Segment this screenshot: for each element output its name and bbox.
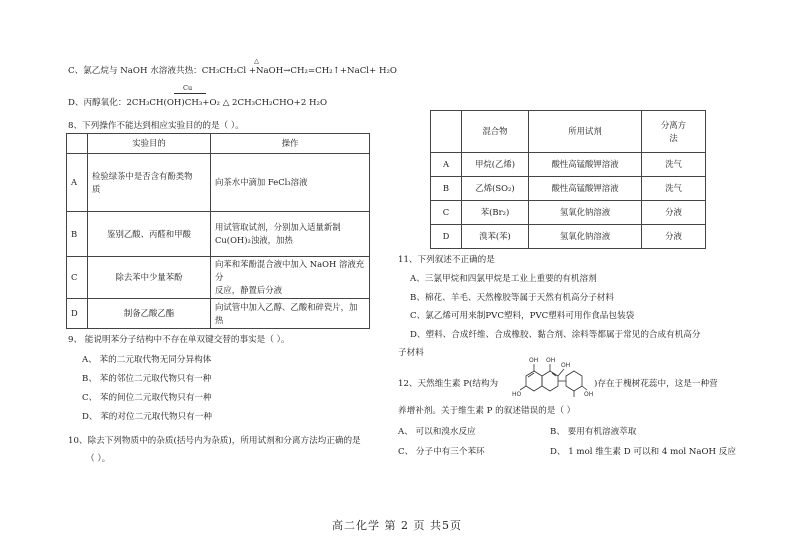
table-row: D 制备乙酸乙酯 向试管中加入乙醇、乙酸和碎瓷片，加热 xyxy=(67,299,370,329)
table-row: A 检验绿茶中是否含有酚类物 质 向茶水中滴加 FeCl₃溶液 xyxy=(67,154,370,212)
q10-header-mixture: 混合物 xyxy=(462,111,529,153)
question-11: 11、下列叙述不正确的是 xyxy=(398,255,495,265)
q11-option-c: C、氯乙烯可用来制PVC塑料，PVC塑料可用作食品包装袋 xyxy=(410,311,635,321)
option-d-catalyst: Cu xyxy=(183,84,193,92)
q10-header-method: 分离方 法 xyxy=(642,111,706,153)
q10-header-reagent: 所用试剂 xyxy=(529,111,642,153)
q12-option-a: A、 可以和溴水反应 xyxy=(398,427,476,437)
structure-label: OH xyxy=(561,362,571,369)
q12-option-b: B、 要用有机溶液萃取 xyxy=(550,427,637,437)
q12-option-c: C、 分子中有三个苯环 xyxy=(398,447,485,457)
table-row: C 除去苯中少量苯酚 向苯和苯酚混合液中加入 NaOH 溶液充分 反应，静置后分液 xyxy=(67,257,370,299)
question-8: 8、下列操作不能达到相应实验目的的是（ ）。 xyxy=(68,121,244,131)
reaction-arrow xyxy=(174,93,206,94)
table-row: B 乙烯(SO₂) 酸性高锰酸钾溶液 洗气 xyxy=(431,177,706,201)
table-row: D 溴苯(苯) 氢氧化钠溶液 分液 xyxy=(431,225,706,249)
option-d-equation: D、丙醇氧化：2CH₃CH(OH)CH₃+O₂ △ 2CH₃CH₂CHO+2 H₂O xyxy=(68,98,328,108)
vitamin-p-structure-image xyxy=(512,354,594,402)
q11-option-d-continued: 子材料 xyxy=(398,348,424,358)
page-footer: 高二化学 第 2 页 共5页 xyxy=(332,519,462,532)
table-row: B 鉴别乙酸、丙醛和甲酸 用试管取试剂，分别加入适量新制 Cu(OH)₂浊液，加热 xyxy=(67,212,370,257)
structure-label: OH xyxy=(546,357,556,364)
q11-option-a: A、三氯甲烷和四氯甲烷是工业上重要的有机溶剂 xyxy=(410,274,597,284)
q9-option-b: B、 苯的邻位二元取代物只有一种 xyxy=(82,374,212,384)
option-c-equation: C、氯乙烷与 NaOH 水溶液共热：CH₃CH₂Cl +NaOH→CH₂=CH₂↑+NaCl+ H₂O xyxy=(68,66,397,76)
q8-header-purpose: 实验目的 xyxy=(88,134,211,154)
question-10-answer: （ ）。 xyxy=(86,454,111,464)
option-c-condition: △ xyxy=(254,57,259,65)
question-12-end: )存在于槐树花蕊中，这是一种营 xyxy=(594,379,718,389)
q9-option-c: C、 苯的间位二元取代物只有一种 xyxy=(82,393,212,403)
q12-option-d: D、 1 mol 维生素 D 可以和 4 mol NaOH 反应 xyxy=(550,447,736,457)
q8-header-operation: 操作 xyxy=(211,134,370,154)
q10-table xyxy=(430,110,706,249)
table-row: C 苯(Br₂) 氢氧化钠溶液 分液 xyxy=(431,201,706,225)
structure-label: OH xyxy=(584,391,594,398)
question-10: 10、除去下列物质中的杂质(括号内为杂质)，所用试剂和分离方法均正确的是 xyxy=(68,436,361,446)
table-row: A 甲烷(乙烯) 酸性高锰酸钾溶液 洗气 xyxy=(431,153,706,177)
q11-option-d: D、塑料、合成纤维、合成橡胶、黏合剂、涂料等都属于常见的合成有机高分 xyxy=(410,330,701,340)
q8-table xyxy=(66,133,370,329)
question-12-start: 12、天然维生素 P(结构为 xyxy=(398,379,499,389)
q9-option-d: D、 苯的对位二元取代物只有一种 xyxy=(82,412,212,422)
question-9: 9、 能说明苯分子结构中不存在单双键交替的事实是（ ）。 xyxy=(68,335,290,345)
question-12-line2: 养增补剂。关于维生素 P 的叙述错误的是（ ） xyxy=(398,406,576,416)
q11-option-b: B、棉花、羊毛、天然橡胶等属于天然有机高分子材料 xyxy=(410,293,614,303)
q9-option-a: A、 苯的二元取代物无同分异构体 xyxy=(82,355,212,365)
structure-label: OH xyxy=(529,357,539,364)
structure-label: HO xyxy=(512,391,522,398)
